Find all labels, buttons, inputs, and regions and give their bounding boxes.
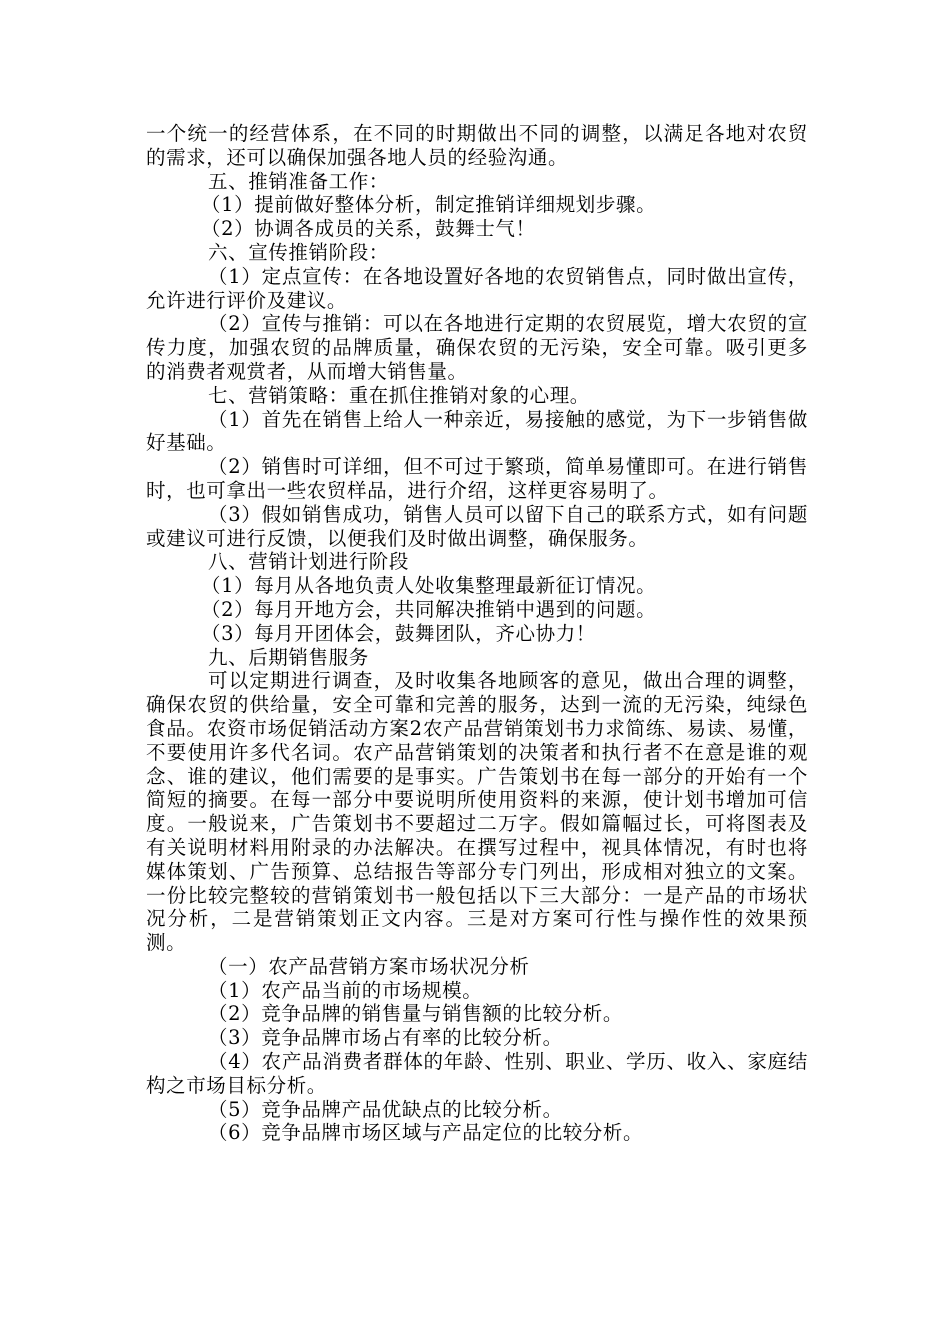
section-heading-5: 五、推销准备工作： xyxy=(208,169,389,193)
list-item: （2）每月开地方会，共同解决推销中遇到的问题。 xyxy=(201,597,657,621)
section-heading-6: 六、宣传推销阶段： xyxy=(208,240,389,264)
paragraph-intro-continuation: 一个统一的经营体系，在不同的时期做出不同的调整，以满足各地对农贸的需求，还可以确保加强各地人员的经验沟通。 xyxy=(146,122,808,169)
subsection-heading: （一）农产品营销方案市场状况分析 xyxy=(208,954,530,978)
list-item: （5）竞争品牌产品优缺点的比较分析。 xyxy=(208,1097,563,1121)
list-item: （3）每月开团体会，鼓舞团队，齐心协力！ xyxy=(201,621,596,645)
list-item: （2）销售时可详细，但不可过于繁琐，简单易懂即可。在进行销售时，也可拿出一些农贸样品，进行介绍，这样更容易明了。 xyxy=(146,455,808,502)
paragraph-body: 可以定期进行调查，及时收集各地顾客的意见，做出合理的调整，确保农贸的供给量，安全可靠和完善的服务，达到一流的无污染，纯绿色食品。农资市场促销活动方案2农产品营销策划书力求简练、易读、易懂，不要使用许多代名词。农产品营销策划的决策者和执行者不在意是谁的观念、谁的建议，他们需要的是事实。广告策划书在每一部分的开始有一个简短的摘要。在每一部分中要说明所使用资料的来源，使计划书增加可信度。一般说来，广告策划书不要超过二万字。假如篇幅过长，可将图表及有关说明材料用附录的办法解决。在撰写过程中，视具体情况，有时也将媒体策划、广告预算、总结报告等部分专门列出，形成相对独立的文案。一份比较完整较的营销策划书一般包括以下三大部分：一是产品的市场状况分析，二是营销策划正文内容。三是对方案可行性与操作性的效果预测。 xyxy=(146,669,808,955)
list-item: （2）竞争品牌的销售量与销售额的比较分析。 xyxy=(208,1002,624,1026)
list-item: （1）每月从各地负责人处收集整理最新征订情况。 xyxy=(201,574,657,598)
list-item: （2）宣传与推销：可以在各地进行定期的农贸展览，增大农贸的宣传力度，加强农贸的品牌质量，确保农贸的无污染，安全可靠。吸引更多的消费者观赏者，从而增大销售量。 xyxy=(146,312,808,383)
list-item: （3）假如销售成功，销售人员可以留下自己的联系方式，如有问题或建议可进行反馈，以便我们及时做出调整，确保服务。 xyxy=(146,502,808,550)
list-item: （3）竞争品牌市场占有率的比较分析。 xyxy=(208,1026,563,1050)
section-heading-7: 七、营销策略：重在抓住推销对象的心理。 xyxy=(208,383,590,407)
list-item: （1）农产品当前的市场规模。 xyxy=(208,978,483,1002)
section-heading-8: 八、营销计划进行阶段 xyxy=(208,550,410,574)
document-body xyxy=(146,122,808,1145)
list-item: （2）协调各成员的关系，鼓舞士气！ xyxy=(201,217,536,241)
list-item: （6）竞争品牌市场区域与产品定位的比较分析。 xyxy=(208,1121,644,1145)
list-item: （1）提前做好整体分析，制定推销详细规划步骤。 xyxy=(201,193,657,217)
list-item: （1）首先在销售上给人一种亲近，易接触的感觉，为下一步销售做好基础。 xyxy=(146,407,808,455)
list-item: （4）农产品消费者群体的年龄、性别、职业、学历、收入、家庭结构之市场目标分析。 xyxy=(146,1050,808,1097)
section-heading-9: 九、后期销售服务 xyxy=(208,645,369,669)
list-item: （1）定点宣传：在各地设置好各地的农贸销售点，同时做出宣传，允许进行评价及建议。 xyxy=(146,264,808,312)
